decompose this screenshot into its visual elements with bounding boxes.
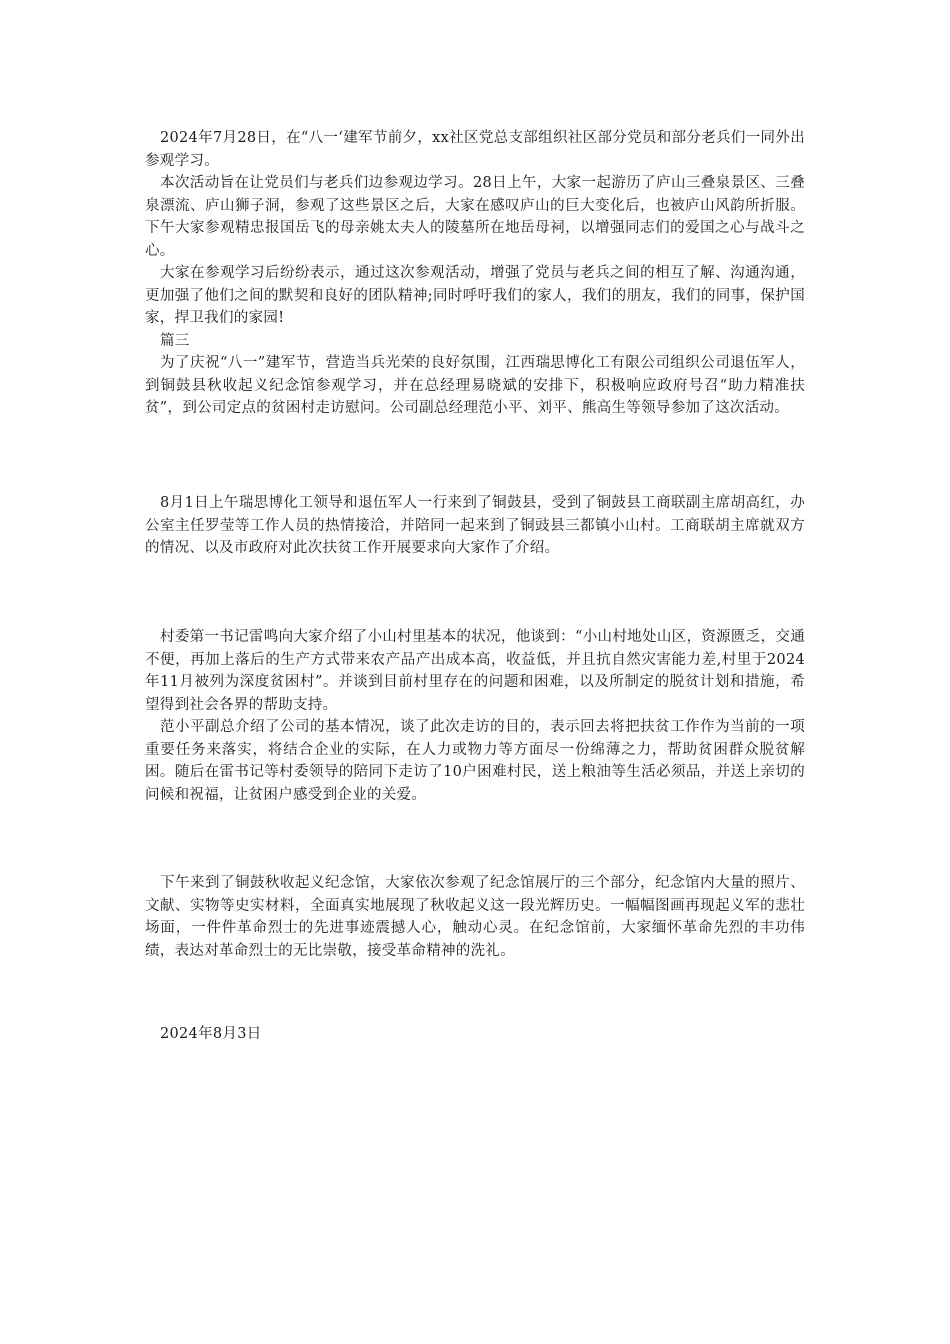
paragraph: 为了庆祝“八一”建军节，营造当兵光荣的良好氛围，江西瑞思博化工有限公司组织公司退伍军人，到铜鼓县秋收起义纪念馆参观学习，并在总经理易晓斌的安排下，积极响应政府号召“助力精准扶贫”，到公司定点的贫困村走访慰问。公司副总经理范小平、刘平、熊高生等领导参加了这次活动。 [145,355,805,416]
paragraph: 大家在参观学习后纷纷表示，通过这次参观活动，增强了党员与老兵之间的相互了解、沟通沟通，更加强了他们之间的默契和良好的团队精神;同时呼吁我们的家人，我们的朋友，我们的同事，保护国家，捍卫我们的家园! [145,265,805,326]
text-section-3 [145,626,805,806]
date-footer [145,1023,805,1046]
paragraph: 2024年7月28日，在“八一‘建军节前夕，xx社区党总支部组织社区部分党员和部分老兵们一同外出参观学习。 [145,130,805,169]
paragraph: 8月1日上午瑞思博化工领导和退伍军人一行来到了铜鼓县，受到了铜鼓县工商联副主席胡高红，办公室主任罗莹等工作人员的热情接洽，并陪同一起来到了铜豉县三都镇小山村。工商联胡主席就双方的情况、以及市政府对此次扶贫工作开展要求向大家作了介绍。 [145,495,805,556]
text-section-1 [145,127,805,420]
section-heading: 篇三 [160,332,190,349]
paragraph: 下午来到了铜鼓秋收起义纪念馆，大家依次参观了纪念馆展厅的三个部分，纪念馆内大量的照片、文献、实物等史实材料，全面真实地展现了秋收起义这一段光辉历史。一幅幅图画再现起义军的悲壮场面，一件件革命烈士的先进事迹震撼人心，触动心灵。在纪念馆前，大家缅怀革命先烈的丰功伟绩，表达对革命烈士的无比崇敬，接受革命精神的洗礼。 [145,875,805,959]
text-section-4 [145,872,805,962]
document-date: 2024年8月3日 [160,1026,262,1042]
paragraph: 村委第一书记雷鸣向大家介绍了小山村里基本的状况，他谈到：“小山村地处山区，资源匮乏，交通不便，再加上落后的生产方式带来农产品产出成本高，收益低，并且抗自然灾害能力差,村里于2024年11月被列为深度贫困村”。并谈到目前村里存在的问题和困难，以及所制定的脱贫计划和措施，希望得到社会各界的帮助支持。 [145,629,805,713]
text-section-2 [145,492,805,560]
paragraph: 范小平副总介绍了公司的基本情况，谈了此次走访的目的，表示回去将把扶贫工作作为当前的一项重要任务来落实，将结合企业的实际，在人力或物力等方面尽一份绵薄之力，帮助贫困群众脱贫解困。随后在雷书记等村委领导的陪同下走访了10户困难村民，送上粮油等生活必须品，并送上亲切的问候和祝福，让贫困户感受到企业的关爱。 [145,719,805,803]
paragraph: 本次活动旨在让党员们与老兵们边参观边学习。28日上午，大家一起游历了庐山三叠泉景区、三叠泉漂流、庐山狮子洞，参观了这些景区之后，大家在感叹庐山的巨大变化后，也被庐山风韵所折服。下午大家参观精忠报国岳飞的母亲姚太夫人的陵墓所在地岳母祠，以增强同志们的爱国之心与战斗之心。 [145,175,805,259]
